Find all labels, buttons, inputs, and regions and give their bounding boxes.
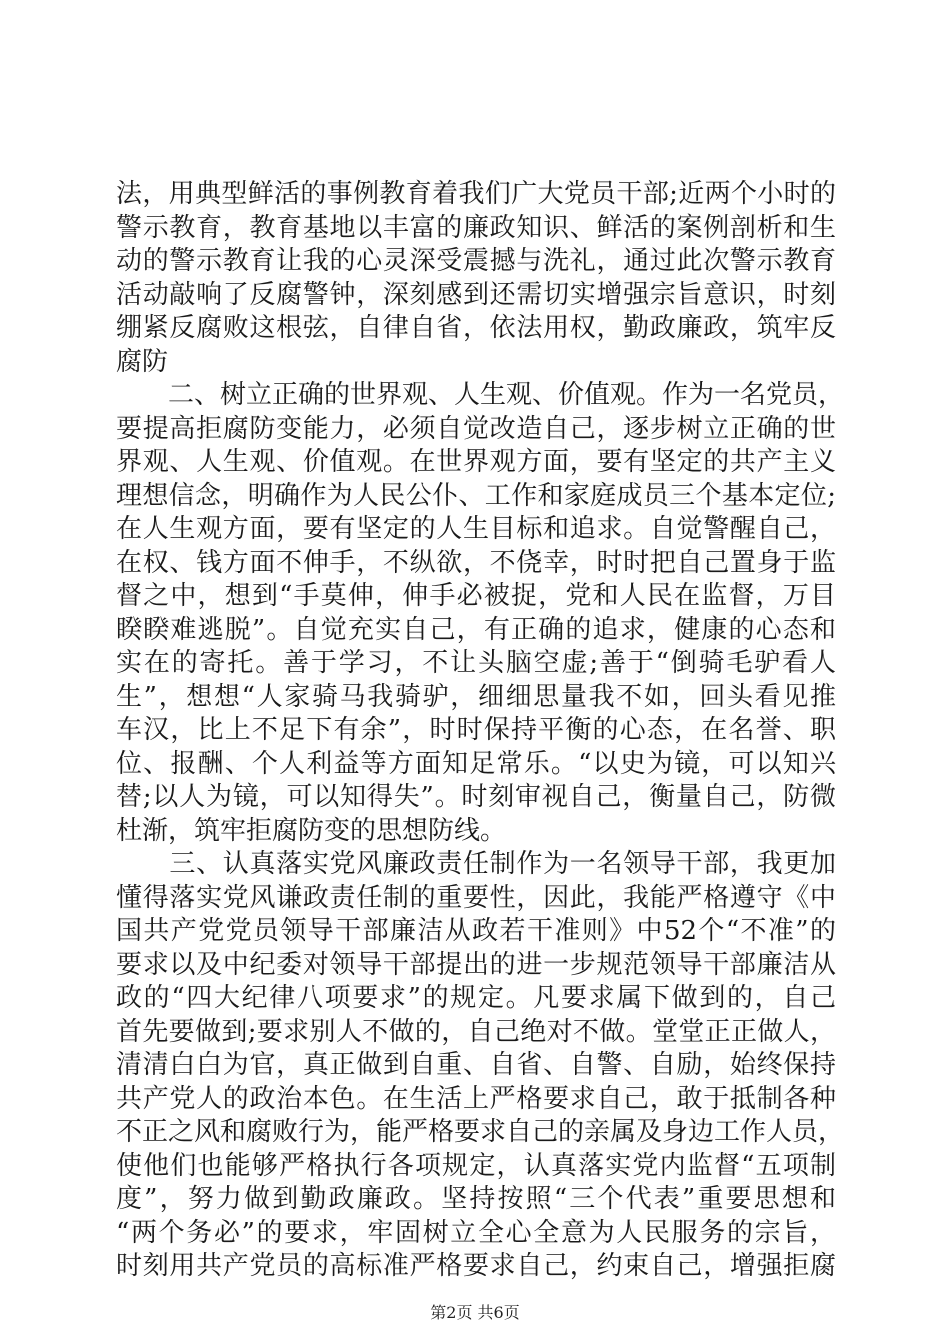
text-line: 在人生观方面，要有坚定的人生目标和追求。自觉警醒自己， [116, 514, 836, 544]
text-line: 要求以及中纪委对领导干部提出的进一步规范领导干部廉洁从 [116, 949, 836, 980]
text-line: 不正之风和腐败行为，能严格要求自己的亲属及身边工作人员， [116, 1117, 845, 1147]
text-line: 国共产党党员领导干部廉洁从政若干准则》中52个“不准”的 [116, 916, 836, 946]
text-line: 替;以人为镜，可以知得失”。时刻审视自己，衡量自己，防微 [116, 782, 836, 812]
text-line: 政的“四大纪律八项要求”的规定。凡要求属下做到的，自己 [116, 983, 836, 1013]
text-line: 清清白白为官，真正做到自重、自省、自警、自励，始终保持 [116, 1050, 836, 1080]
text-line: 车汉，比上不足下有余”，时时保持平衡的心态，在名誉、职 [116, 715, 836, 745]
text-line: 懂得落实党风谦政责任制的重要性，因此，我能严格遵守《中 [116, 882, 836, 913]
text-line: 警示教育，教育基地以丰富的廉政知识、鲜活的案例剖析和生 [116, 212, 836, 243]
text-line: 时刻用共产党员的高标准严格要求自己，约束自己，增强拒腐 [116, 1251, 836, 1281]
text-line: 法，用典型鲜活的事例教育着我们广大党员干部;近两个小时的 [116, 179, 836, 209]
document-body [116, 178, 845, 1284]
text-line: 三、认真落实党风廉政责任制作为一名领导干部，我更加 [116, 849, 836, 879]
text-line: 睽睽难逃脱”。自觉充实自己，有正确的追求，健康的心态和 [116, 614, 836, 645]
text-line: 位、报酬、个人利益等方面知足常乐。“以史为镜，可以知兴 [116, 748, 836, 779]
page-footer: 第2页 共6页 [430, 1303, 520, 1322]
text-line: 要提高拒腐防变能力，必须自觉改造自己，逐步树立正确的世 [116, 413, 836, 444]
text-line: 首先要做到;要求别人不做的，自己绝对不做。堂堂正正做人， [116, 1016, 836, 1047]
text-line: 度”，努力做到勤政廉政。坚持按照“三个代表”重要思想和 [116, 1184, 836, 1214]
text-line: 生”，想想“人家骑马我骑驴，细细思量我不如，回头看见推 [116, 681, 836, 712]
text-line: 活动敲响了反腐警钟，深刻感到还需切实增强宗旨意识，时刻 [116, 279, 836, 310]
text-line: “两个务必”的要求，牢固树立全心全意为人民服务的宗旨， [116, 1217, 836, 1248]
text-line: 绷紧反腐败这根弦，自律自省，依法用权，勤政廉政，筑牢反 [116, 313, 836, 343]
text-line: 动的警示教育让我的心灵深受震撼与洗礼，通过此次警示教育 [116, 246, 836, 276]
text-line: 使他们也能够严格执行各项规定，认真落实党内监督“五项制 [116, 1150, 836, 1181]
text-line: 理想信念，明确作为人民公仆、工作和家庭成员三个基本定位; [116, 480, 836, 511]
text-line: 共产党人的政治本色。在生活上严格要求自己，敢于抵制各种 [116, 1083, 836, 1114]
text-line: 腐防 [116, 346, 169, 377]
text-line: 督之中，想到“手莫伸，伸手必被捉，党和人民在监督，万目 [116, 581, 836, 611]
text-line: 杜渐，筑牢拒腐防变的思想防线。 [116, 815, 507, 846]
text-line: 实在的寄托。善于学习，不让头脑空虚;善于“倒骑毛驴看人 [116, 648, 836, 678]
text-line: 二、树立正确的世界观、人生观、价值观。作为一名党员， [116, 380, 845, 410]
text-line: 界观、人生观、价值观。在世界观方面，要有坚定的共产主义 [116, 447, 836, 477]
text-line: 在权、钱方面不伸手，不纵欲，不侥幸，时时把自己置身于监 [116, 547, 836, 578]
